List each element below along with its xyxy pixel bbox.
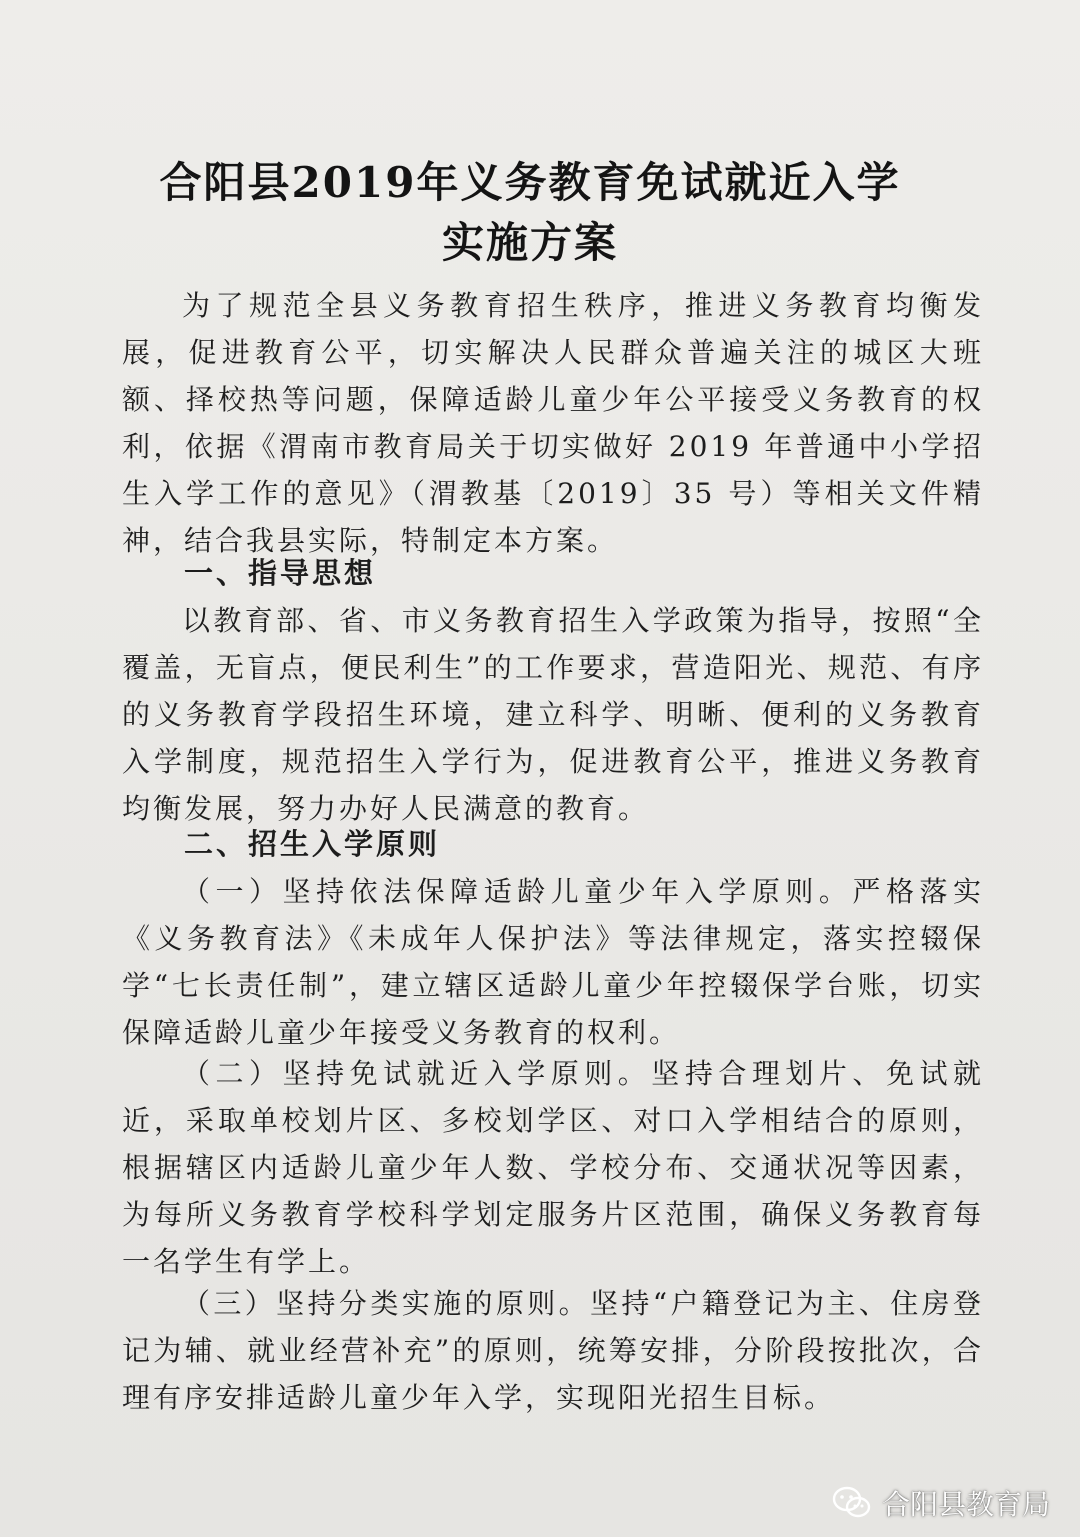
watermark-account-name: 合阳县教育局 bbox=[881, 1488, 1050, 1521]
wechat-watermark bbox=[832, 1483, 1050, 1523]
section1-paragraph: 以教育部、省、市义务教育招生入学政策为指导，按照“全覆盖，无盲点，便民利生”的工作要求，营造阳光、规范、有序的义务教育学段招生环境，建立科学、明晰、便利的义务教育入学制度，规范招生入学行为，促进教育公平，推进义务教育均衡发展，努力办好人民满意的教育。 bbox=[122, 604, 984, 825]
section-heading-enrollment-principles: 二、招生入学原则 bbox=[184, 827, 441, 861]
wechat-icon bbox=[832, 1486, 872, 1520]
document-title-line2: 实施方案 bbox=[441, 218, 618, 267]
principle-2-paragraph: （二）坚持免试就近入学原则。坚持合理划片、免试就近，采取单校划片区、多校划学区、对口入学相结合的原则，根据辖区内适龄儿童少年人数、学校分布、交通状况等因素，为每所义务教育学校科学划定服务片区范围，确保义务教育每一名学生有学上。 bbox=[122, 1057, 984, 1278]
document-title-line1: 合阳县2019年义务教育免试就近入学 bbox=[159, 158, 901, 207]
principle-1-paragraph: （一）坚持依法保障适龄儿童少年入学原则。严格落实《义务教育法》《未成年人保护法》等法律规定，落实控辍保学“七长责任制”，建立辖区适龄儿童少年控辍保学台账，切实保障适龄儿童少年接受义务教育的权利。 bbox=[122, 875, 984, 1049]
intro-paragraph: 为了规范全县义务教育招生秩序，推进义务教育均衡发展，促进教育公平，切实解决人民群众普遍关注的城区大班额、择校热等问题，保障适龄儿童少年公平接受义务教育的权利，依据《渭南市教育局关于切实做好 2019 年普通中小学招生入学工作的意见》（渭教基〔2019〕35 号）等相关文件精神，结合我县实际，特制定本方案。 bbox=[122, 289, 984, 557]
section-heading-guiding-ideology: 一、指导思想 bbox=[184, 556, 377, 590]
principle-3-paragraph: （三）坚持分类实施的原则。坚持“户籍登记为主、住房登记为辅、就业经营补充”的原则，统筹安排，分阶段按批次，合理有序安排适龄儿童少年入学，实现阳光招生目标。 bbox=[122, 1287, 984, 1414]
